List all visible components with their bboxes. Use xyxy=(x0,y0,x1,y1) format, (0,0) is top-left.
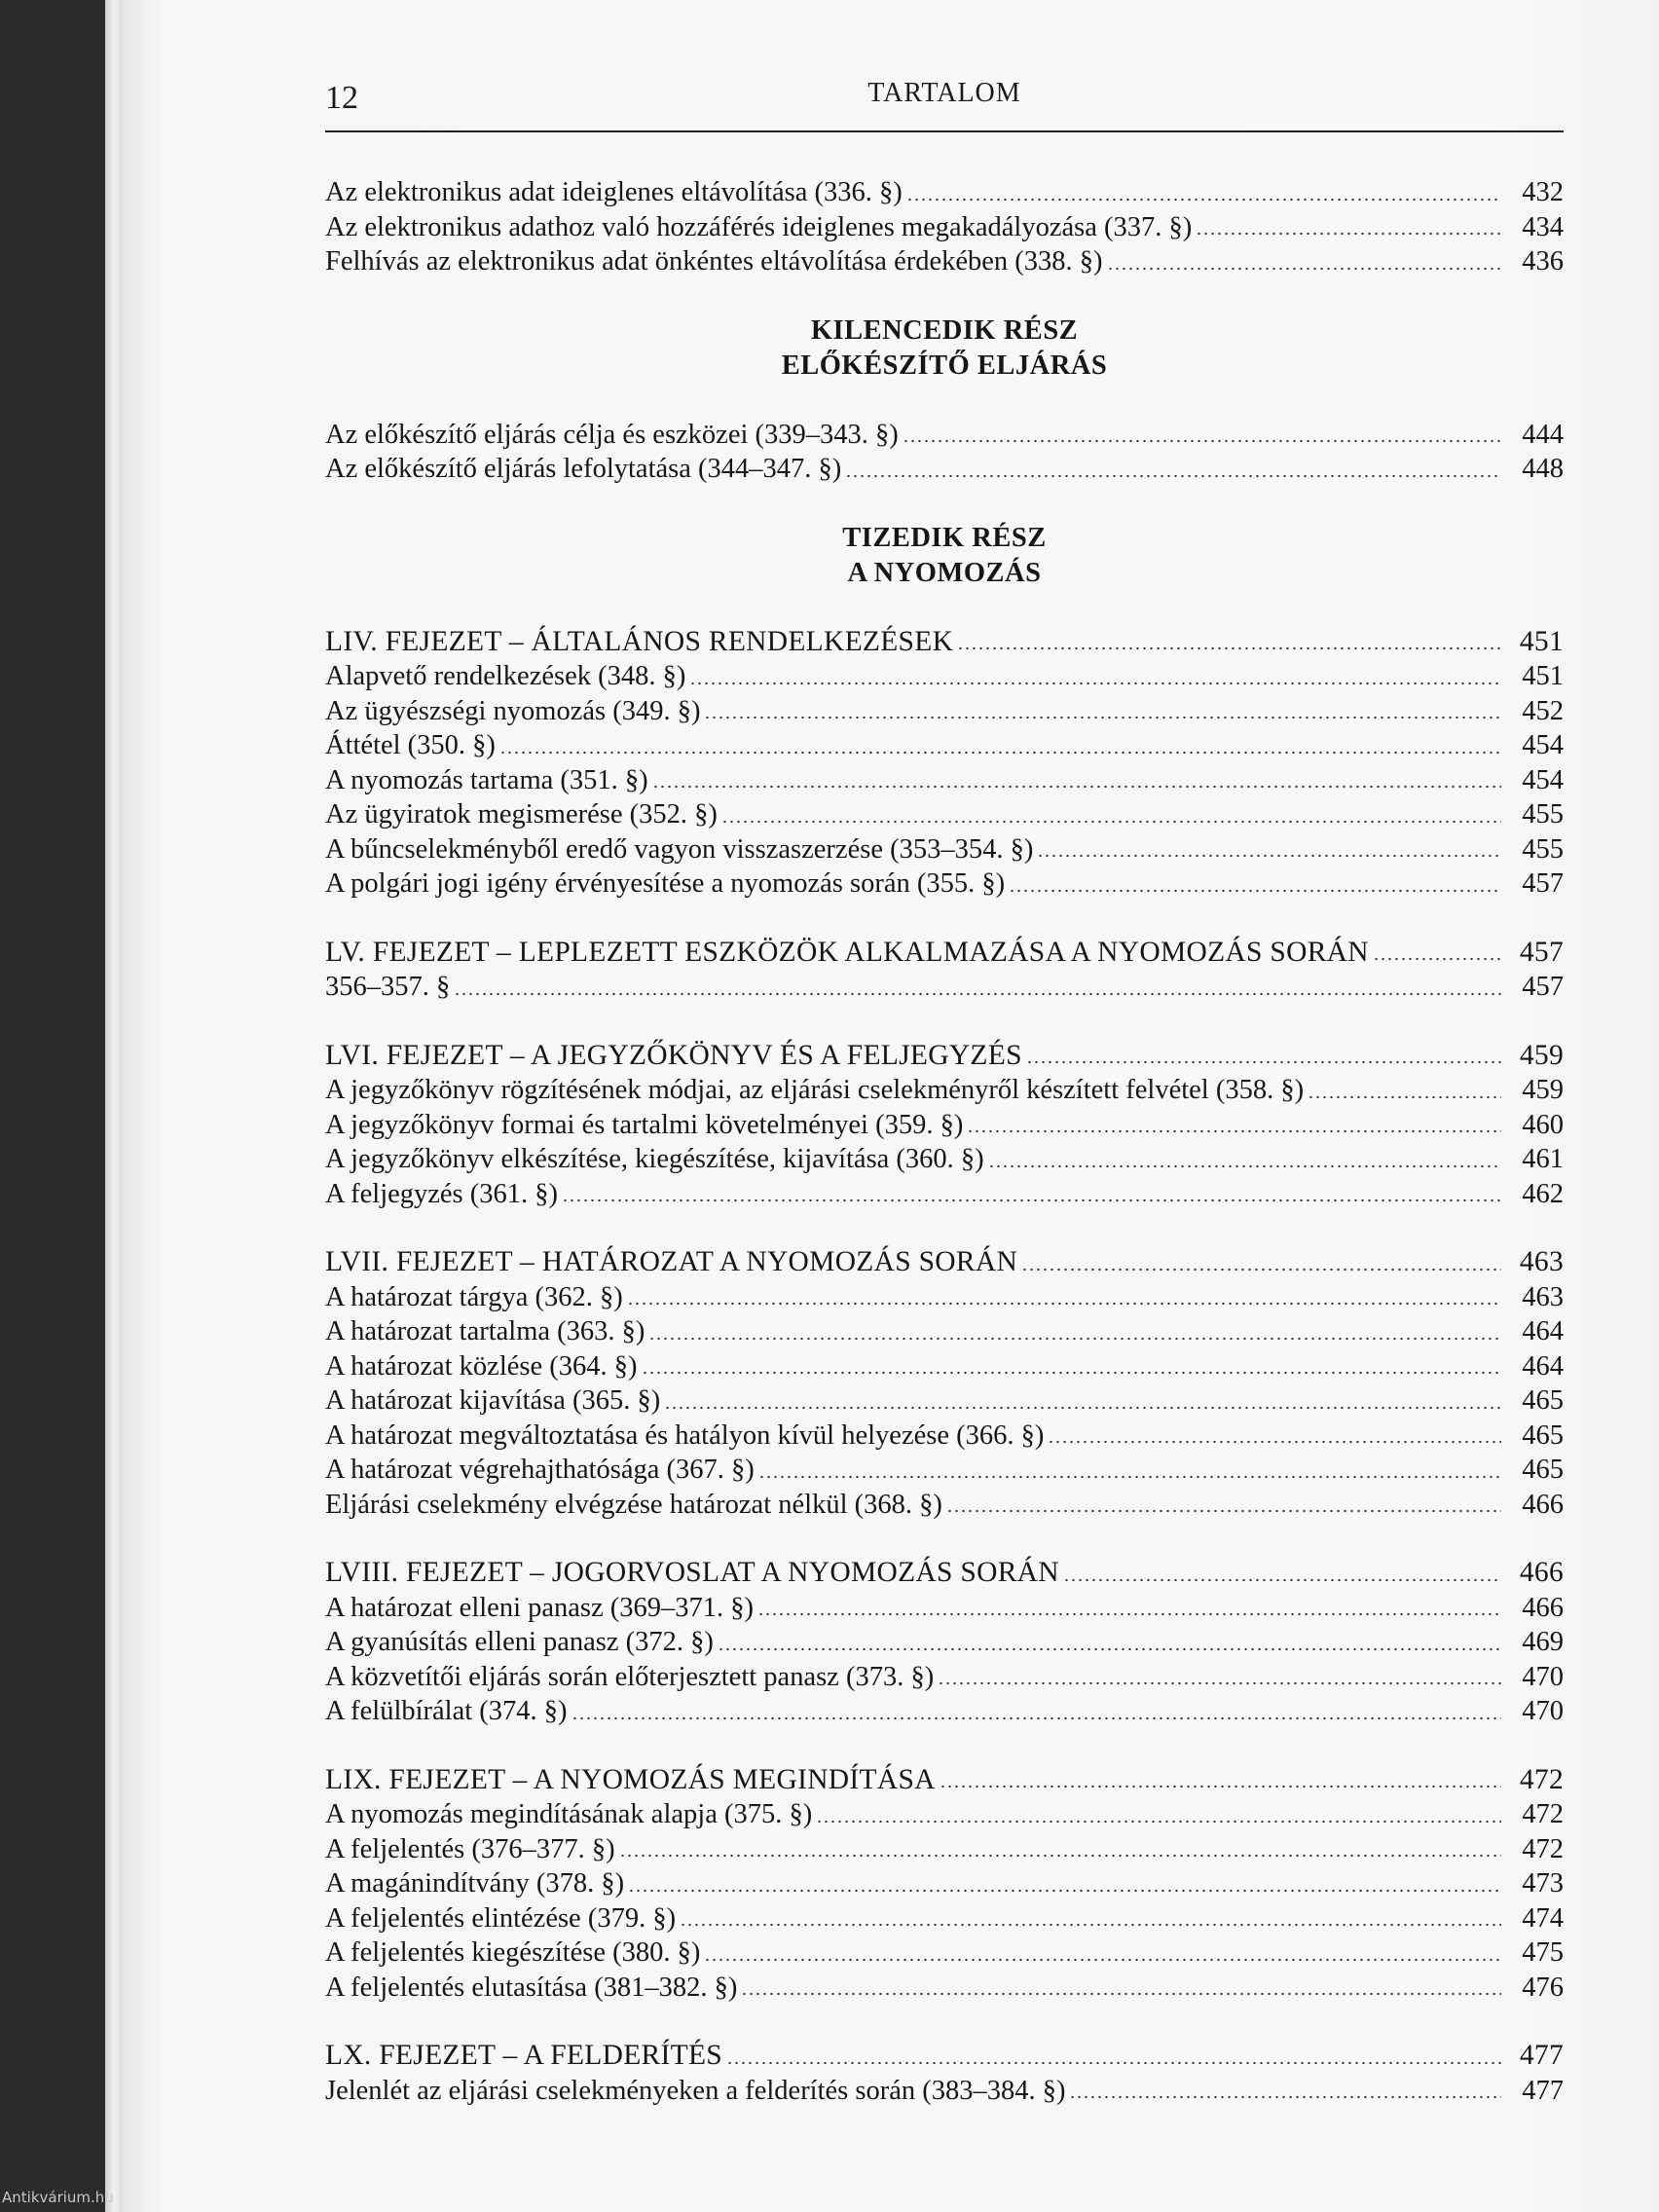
dot-leader xyxy=(1069,2095,1501,2099)
toc-entry-page: 476 xyxy=(1522,1972,1564,2003)
toc-entry-text: Az előkészítő eljárás célja és eszközei (339–343. §) xyxy=(325,419,899,450)
part-number: TIZEDIK RÉSZ xyxy=(842,522,1047,553)
toc-entry-page: 460 xyxy=(1522,1109,1564,1140)
toc-entry-page: 454 xyxy=(1522,764,1564,795)
chapter-page: 466 xyxy=(1519,1557,1564,1588)
chapter-block xyxy=(325,1245,1564,1522)
chapter-heading[interactable] xyxy=(325,1763,1564,1798)
part-title: A NYOMOZÁS xyxy=(847,557,1042,588)
toc-entry-page: 448 xyxy=(1522,454,1564,484)
toc-entry-page: 474 xyxy=(1522,1902,1564,1934)
toc-entry[interactable] xyxy=(325,1349,1564,1384)
toc-entry[interactable] xyxy=(325,1453,1564,1488)
toc-entry-text: A jegyzőkönyv rögzítésének módjai, az eljárási cselekményről készített felvétel (358. §) xyxy=(325,1075,1305,1105)
toc-entry[interactable] xyxy=(325,1866,1564,1901)
dot-leader xyxy=(628,1889,1501,1893)
toc-entry[interactable] xyxy=(325,1488,1564,1523)
dot-leader xyxy=(721,820,1501,824)
chapter-heading[interactable] xyxy=(325,1556,1564,1591)
toc-entry-page: 466 xyxy=(1522,1592,1564,1623)
toc-entry[interactable] xyxy=(325,1660,1564,1695)
toc-entry-page: 465 xyxy=(1522,1419,1564,1451)
toc-entry[interactable] xyxy=(325,797,1564,832)
dot-leader xyxy=(642,1371,1502,1375)
dot-leader xyxy=(845,474,1501,478)
dot-leader xyxy=(903,439,1501,443)
dot-leader xyxy=(562,1198,1501,1202)
toc-entry-text: 356–357. § xyxy=(325,972,451,1002)
toc-entry-text: A nyomozás tartama (351. §) xyxy=(325,764,648,795)
dot-leader xyxy=(1107,267,1501,271)
dot-leader xyxy=(726,2061,1501,2065)
chapter-block xyxy=(325,1556,1564,1729)
toc-entry[interactable] xyxy=(325,1797,1564,1832)
toc-entry-page: 455 xyxy=(1522,833,1564,865)
chapter-page: 472 xyxy=(1519,1763,1564,1795)
dot-leader xyxy=(1037,854,1501,858)
toc-entry-text: A felülbírálat (374. §) xyxy=(325,1696,568,1726)
toc-entry-text: A magánindítvány (378. §) xyxy=(325,1868,625,1899)
toc-entry-text: A feljelentés elintézése (379. §) xyxy=(325,1902,677,1934)
toc-entry-text: A határozat tárgya (362. §) xyxy=(325,1281,623,1312)
toc-entry-page: 465 xyxy=(1522,1455,1564,1485)
toc-entry[interactable] xyxy=(325,1625,1564,1660)
toc-entry-text: A jegyzőkönyv elkészítése, kiegészítése, kijavítása (360. §) xyxy=(325,1144,984,1174)
toc-entry-text: A gyanúsítás elleni panasz (372. §) xyxy=(325,1627,714,1657)
toc-entry-page: 461 xyxy=(1522,1144,1564,1174)
dot-leader xyxy=(938,1681,1501,1685)
part-number: KILENCEDIK RÉSZ xyxy=(810,314,1079,346)
dot-leader xyxy=(704,1958,1501,1962)
chapter-block xyxy=(325,936,1564,1005)
dot-leader xyxy=(664,1406,1501,1410)
dot-leader xyxy=(704,716,1501,719)
toc-entry[interactable] xyxy=(325,1936,1564,1971)
toc-entry[interactable] xyxy=(325,1694,1564,1729)
toc-entry-page: 465 xyxy=(1522,1385,1564,1416)
chapter-block xyxy=(325,1039,1564,1212)
toc-entry[interactable] xyxy=(325,1142,1564,1177)
toc-entry-page: 470 xyxy=(1522,1696,1564,1726)
toc-entry-page: 444 xyxy=(1522,419,1564,450)
dot-leader xyxy=(816,1820,1501,1824)
part-heading-10 xyxy=(325,521,1564,591)
toc-entry-page: 454 xyxy=(1522,730,1564,760)
dot-leader xyxy=(1021,1268,1501,1272)
toc-entry-text: A határozat megváltoztatása és hatályon kívül helyezése (366. §) xyxy=(325,1419,1045,1451)
dot-leader xyxy=(619,1854,1501,1858)
chapter-heading[interactable] xyxy=(325,625,1564,660)
chapter-page: 457 xyxy=(1519,936,1564,968)
dot-leader xyxy=(652,785,1501,789)
dot-leader xyxy=(741,1992,1501,1996)
toc-entry-page: 473 xyxy=(1522,1868,1564,1899)
toc-entry-text: Az ügyészségi nyomozás (349. §) xyxy=(325,695,701,726)
toc-entry-text: A jegyzőkönyv formai és tartalmi követelményei (359. §) xyxy=(325,1109,964,1140)
toc-entry-text: A határozat kijavítása (365. §) xyxy=(325,1385,661,1416)
dot-leader xyxy=(1048,1440,1501,1444)
intro-entries xyxy=(325,175,1564,279)
chapter-title: LVIII. FEJEZET – JOGORVOSLAT A NYOMOZÁS SORÁN xyxy=(325,1557,1059,1588)
chapter-page: 451 xyxy=(1519,625,1564,657)
toc-entry-page: 472 xyxy=(1522,1833,1564,1864)
chapter-block xyxy=(325,625,1564,902)
part-heading-9 xyxy=(325,313,1564,384)
toc-entry-page: 436 xyxy=(1522,246,1564,276)
toc-entry-text: Az ügyiratok megismerése (352. §) xyxy=(325,799,718,830)
toc-entry-text: Alapvető rendelkezések (348. §) xyxy=(325,661,686,691)
dot-leader xyxy=(967,1129,1501,1133)
dot-leader xyxy=(689,682,1501,685)
toc-entry[interactable] xyxy=(325,832,1564,867)
toc-entry[interactable] xyxy=(325,866,1564,902)
toc-entry[interactable] xyxy=(325,1280,1564,1315)
toc-entry-page: 472 xyxy=(1522,1799,1564,1829)
toc-entry[interactable] xyxy=(325,452,1564,487)
toc-entry[interactable] xyxy=(325,175,1564,210)
toc-entry-text: Eljárási cselekmény elvégzése határozat nélkül (368. §) xyxy=(325,1489,942,1520)
toc-entry[interactable] xyxy=(325,659,1564,694)
toc-entry-page: 477 xyxy=(1522,2075,1564,2106)
chapter-heading[interactable] xyxy=(325,1039,1564,1074)
chapter-title: LX. FEJEZET – A FELDERÍTÉS xyxy=(325,2040,722,2071)
toc-entry-text: A közvetítői eljárás során előterjesztett panasz (373. §) xyxy=(325,1661,935,1692)
chapter-heading[interactable] xyxy=(325,1245,1564,1280)
toc-entry[interactable] xyxy=(325,694,1564,729)
toc-entry-text: Jelenlét az eljárási cselekményeken a felderítés során (383–384. §) xyxy=(325,2075,1066,2106)
toc-entry-text: Az elektronikus adat ideiglenes eltávolítása (336. §) xyxy=(325,177,903,207)
toc-entry-page: 432 xyxy=(1522,177,1564,207)
toc-entry-page: 459 xyxy=(1522,1075,1564,1105)
dot-leader xyxy=(946,1509,1501,1513)
toc-entry[interactable] xyxy=(325,1073,1564,1108)
toc-entry[interactable] xyxy=(325,1832,1564,1867)
toc-entry-text: A feljegyzés (361. §) xyxy=(325,1178,559,1209)
page-number: 12 xyxy=(325,80,358,116)
toc-entry[interactable] xyxy=(325,728,1564,763)
dot-leader xyxy=(940,1785,1501,1788)
toc-entry[interactable] xyxy=(325,1383,1564,1419)
toc-entry-page: 457 xyxy=(1522,972,1564,1002)
part-title: ELŐKÉSZÍTŐ ELJÁRÁS xyxy=(781,350,1108,381)
toc-entry-text: A feljelentés kiegészítése (380. §) xyxy=(325,1937,701,1968)
toc-entry-page: 464 xyxy=(1522,1316,1564,1346)
dot-leader xyxy=(758,1475,1501,1479)
toc-entry-page: 455 xyxy=(1522,799,1564,830)
toc-entry-page: 463 xyxy=(1522,1281,1564,1312)
toc-entry[interactable] xyxy=(325,2074,1564,2109)
toc-entry[interactable] xyxy=(325,1591,1564,1626)
toc-entry-page: 452 xyxy=(1522,695,1564,726)
chapter-block xyxy=(325,1763,1564,2006)
part9-entries xyxy=(325,418,1564,487)
toc-entry-text: A határozat közlése (364. §) xyxy=(325,1350,638,1382)
dot-leader xyxy=(906,198,1501,202)
dot-leader xyxy=(648,1337,1501,1341)
watermark: Antikvárium.hu xyxy=(2,2189,114,2206)
chapter-block xyxy=(325,2039,1564,2108)
dot-leader xyxy=(757,1612,1501,1616)
chapter-page: 463 xyxy=(1519,1246,1564,1277)
dot-leader xyxy=(454,992,1501,996)
toc-entry-text: Az elektronikus adathoz való hozzáférés ideiglenes megakadályozása (337. §) xyxy=(325,211,1193,242)
toc-entry-text: A határozat elleni panasz (369–371. §) xyxy=(325,1592,755,1623)
toc-entry-text: A feljelentés (376–377. §) xyxy=(325,1833,615,1864)
toc-entry-text: Áttétel (350. §) xyxy=(325,730,496,760)
dot-leader xyxy=(499,751,1501,755)
dot-leader xyxy=(957,646,1501,650)
toc-entry-page: 462 xyxy=(1522,1178,1564,1209)
toc-entry-text: Az előkészítő eljárás lefolytatása (344–347. §) xyxy=(325,454,842,484)
toc-entry-text: A határozat végrehajthatósága (367. §) xyxy=(325,1455,755,1485)
toc-entry-page: 464 xyxy=(1522,1350,1564,1382)
dot-leader xyxy=(1308,1095,1501,1099)
toc-entry[interactable] xyxy=(325,1108,1564,1143)
toc-entry[interactable] xyxy=(325,970,1564,1005)
chapter-title: LIV. FEJEZET – ÁLTALÁNOS RENDELKEZÉSEK xyxy=(325,625,954,657)
dot-leader xyxy=(718,1647,1501,1651)
dot-leader xyxy=(571,1716,1501,1720)
toc-entry[interactable] xyxy=(325,210,1564,245)
toc-entry[interactable] xyxy=(325,1314,1564,1349)
toc-entry-page: 434 xyxy=(1522,211,1564,242)
dot-leader xyxy=(680,1923,1501,1927)
chapter-heading[interactable] xyxy=(325,936,1564,971)
chapter-title: LV. FEJEZET – LEPLEZETT ESZKÖZÖK ALKALMAZÁSA A NYOMOZÁS SORÁN xyxy=(325,936,1369,968)
dot-leader xyxy=(1009,889,1501,893)
toc-entry-page: 451 xyxy=(1522,661,1564,691)
chapter-title: LIX. FEJEZET – A NYOMOZÁS MEGINDÍTÁSA xyxy=(325,1763,936,1795)
chapter-heading[interactable] xyxy=(325,2039,1564,2074)
chapter-page: 459 xyxy=(1519,1039,1564,1071)
toc-entry[interactable] xyxy=(325,1419,1564,1454)
running-header xyxy=(325,76,1564,132)
toc-entry-page: 470 xyxy=(1522,1661,1564,1692)
table-of-contents xyxy=(325,175,1564,2108)
toc-entry[interactable] xyxy=(325,244,1564,279)
toc-entry-page: 469 xyxy=(1522,1627,1564,1657)
toc-entry-text: A polgári jogi igény érvényesítése a nyomozás során (355. §) xyxy=(325,868,1006,899)
toc-entry-text: A bűncselekményből eredő vagyon visszaszerzése (353–354. §) xyxy=(325,833,1034,865)
dot-leader xyxy=(988,1164,1501,1168)
toc-entry[interactable] xyxy=(325,763,1564,798)
dot-leader xyxy=(1373,957,1501,961)
dot-leader xyxy=(1026,1060,1501,1064)
toc-entry[interactable] xyxy=(325,1971,1564,2006)
toc-entry[interactable] xyxy=(325,1901,1564,1936)
toc-entry-text: Felhívás az elektronikus adat önkéntes eltávolítása érdekében (338. §) xyxy=(325,246,1103,276)
dot-leader xyxy=(1196,232,1501,236)
chapter-page: 477 xyxy=(1519,2040,1564,2071)
chapter-title: LVI. FEJEZET – A JEGYZŐKÖNYV ÉS A FELJEGYZÉS xyxy=(325,1039,1022,1071)
dot-leader xyxy=(627,1302,1501,1306)
toc-entry-text: A határozat tartalma (363. §) xyxy=(325,1316,645,1346)
toc-entry[interactable] xyxy=(325,418,1564,453)
toc-entry-page: 475 xyxy=(1522,1937,1564,1968)
chapter-title: LVII. FEJEZET – HATÁROZAT A NYOMOZÁS SORÁN xyxy=(325,1246,1018,1277)
toc-entry[interactable] xyxy=(325,1177,1564,1212)
running-title: TARTALOM xyxy=(867,78,1021,108)
toc-entry-page: 466 xyxy=(1522,1489,1564,1520)
toc-entry-text: A nyomozás megindításának alapja (375. §) xyxy=(325,1799,813,1829)
toc-entry-text: A feljelentés elutasítása (381–382. §) xyxy=(325,1972,738,2003)
toc-entry-page: 457 xyxy=(1522,868,1564,899)
dot-leader xyxy=(1063,1578,1501,1582)
